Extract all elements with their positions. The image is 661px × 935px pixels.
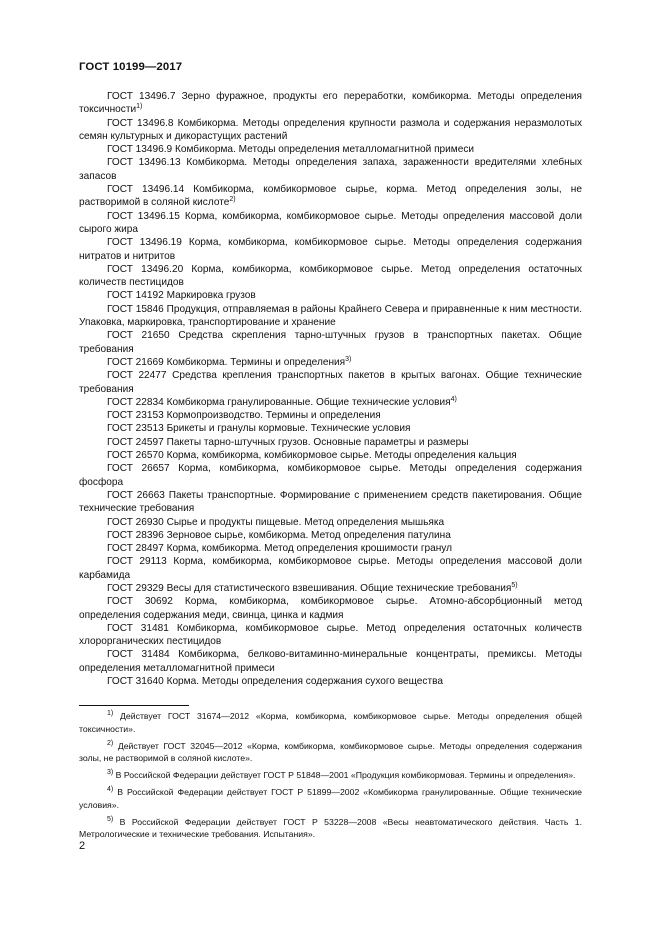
reference-code: ГОСТ 24597 [107, 436, 164, 448]
reference-code: ГОСТ 13496.19 [107, 237, 182, 249]
footnote [79, 816, 582, 841]
reference-title: Корма. Методы определения содержания сухого вещества [166, 676, 443, 688]
reference-entry [79, 183, 582, 210]
footnote-mark: 2) [107, 739, 114, 747]
footnote-text: Действует ГОСТ 32045—2012 «Корма, комбикорма, комбикормовое сырье. Методы определения содержания золы, не растворимой в соляной кислоте». [79, 740, 582, 764]
reference-title: Маркировка грузов [166, 290, 256, 302]
reference-code: ГОСТ 22834 [107, 396, 164, 408]
reference-code: ГОСТ 13496.7 [107, 91, 176, 102]
reference-title: Корма, комбикорма, комбикормовое сырье. Методы определения содержания нитратов и нитритов [79, 237, 582, 262]
reference-title: Корма, комбикорма, комбикормовое сырье. Метод определения остаточных количеств пестицидов [79, 263, 583, 289]
reference-entry [79, 396, 582, 409]
reference-code: ГОСТ 13496.8 [107, 117, 174, 129]
reference-code: ГОСТ 31481 [107, 622, 169, 634]
reference-code: ГОСТ 28497 [107, 543, 164, 555]
reference-code: ГОСТ 29113 [107, 556, 167, 568]
footnote-separator [79, 705, 189, 706]
reference-title: Продукция, отправляемая в районы Крайнего Севера и приравненные к ним местности. Упаковка, маркировка, транспортирование и хранение [79, 303, 582, 329]
reference-entry [79, 156, 582, 183]
footnote-marker: 5) [511, 581, 518, 589]
reference-code: ГОСТ 26663 [107, 489, 165, 501]
reference-title: Сырье и продукты пищевые. Метод определения мышьяка [166, 516, 445, 528]
footnote-text: В Российской Федерации действует ГОСТ Р 51899—2002 «Комбикорма гранулированные. Общие технические условия». [79, 787, 582, 810]
reference-code: ГОСТ 23513 [107, 423, 164, 435]
reference-entry [79, 582, 582, 595]
reference-title: Средства скрепления тарно-штучных грузов в транспортных пакетах. Общие требования [79, 330, 582, 355]
footnote-text: В Российской Федерации действует ГОСТ Р 53228—2008 «Весы неавтоматического действия. Часть 1. Метрологические и технические требования. Испытания». [79, 816, 583, 840]
reference-code: ГОСТ 13496.15 [107, 210, 180, 222]
footnote-mark: 4) [107, 786, 114, 794]
reference-code: ГОСТ 21650 [107, 330, 170, 342]
reference-title: Комбикорма. Термины и определения [166, 356, 346, 368]
reference-code: ГОСТ 14192 [107, 290, 164, 302]
normative-references-list [79, 90, 582, 688]
footnotes [79, 710, 582, 845]
footnote-marker: 1) [136, 103, 143, 111]
reference-code: ГОСТ 30692 [107, 596, 173, 608]
reference-code: ГОСТ 13496.13 [107, 157, 181, 169]
reference-title: Весы для статистического взвешивания. Общие технические требования [166, 582, 512, 594]
footnote-marker: 4) [450, 395, 457, 403]
reference-code: ГОСТ 23153 [107, 410, 164, 422]
reference-title: Корма, комбикорма, комбикормовое сырье. Методы определения массовой доли карбамида [79, 556, 582, 581]
reference-title: Комбикорма. Методы определения металломагнитной примеси [174, 144, 475, 156]
reference-title: Зерновое сырье, комбикорма. Метод определения патулина [166, 529, 451, 541]
reference-title: Комбикорма, комбикормовое сырье. Метод определения остаточных количеств хлорорганических пестицидов [79, 622, 582, 648]
reference-code: ГОСТ 15846 [107, 303, 164, 315]
reference-entry [79, 303, 582, 330]
footnote [79, 769, 582, 782]
reference-entry [79, 117, 582, 144]
reference-code: ГОСТ 13496.14 [107, 184, 185, 196]
reference-entry [79, 289, 582, 302]
reference-entry [79, 143, 582, 156]
reference-title: Пакеты тарно-штучных грузов. Основные параметры и размеры [166, 436, 469, 448]
reference-entry [79, 489, 582, 516]
reference-code: ГОСТ 26657 [107, 463, 170, 475]
footnote [79, 786, 582, 811]
reference-title: Комбикорма. Методы определения запаха, зараженности вредителями хлебных запасов [79, 157, 582, 182]
reference-entry [79, 462, 582, 489]
reference-entry [79, 622, 582, 649]
reference-code: ГОСТ 28396 [107, 529, 164, 541]
reference-code: ГОСТ 31640 [107, 676, 164, 688]
reference-entry [79, 595, 582, 622]
reference-title: Корма, комбикорма. Метод определения крошимости гранул [166, 543, 453, 555]
reference-entry [79, 356, 582, 369]
footnote-mark: 5) [107, 815, 114, 823]
reference-entry [79, 516, 582, 529]
footnote-marker: 3) [345, 355, 352, 363]
reference-code: ГОСТ 13496.20 [107, 263, 184, 275]
footnote [79, 710, 582, 735]
reference-entry [79, 369, 582, 396]
reference-title: Корма, комбикорма, комбикормовое сырье. Методы определения кальция [166, 450, 517, 462]
reference-code: ГОСТ 22477 [107, 370, 167, 382]
reference-entry [79, 90, 582, 117]
footnote-text: В Российской Федерации действует ГОСТ Р 51848—2001 «Продукция комбикормовая. Термины и определения». [115, 770, 576, 781]
page-number: 2 [79, 840, 86, 852]
reference-entry [79, 329, 582, 356]
reference-title: Брикеты и гранулы кормовые. Технические условия [166, 423, 411, 435]
reference-entry [79, 422, 582, 435]
reference-title: Корма, комбикорма, комбикормовое сырье. Атомно-абсорбционный метод определения содержания меди, свинца, цинка и кадмия [79, 596, 582, 621]
reference-entry [79, 436, 582, 449]
reference-title: Комбикорма. Методы определения крупности размола и содержания неразмолотых семян культурных и дикорастущих растений [79, 117, 582, 142]
footnote-mark: 3) [107, 769, 114, 777]
reference-code: ГОСТ 26930 [107, 516, 164, 528]
reference-entry [79, 236, 582, 263]
reference-title: Комбикорма, белково-витаминно-минеральные концентраты, премиксы. Методы определения металломагнитной примеси [79, 649, 582, 674]
reference-title: Комбикорма гранулированные. Общие технические условия [166, 396, 451, 408]
reference-title: Кормопроизводство. Термины и определения [166, 410, 381, 422]
reference-code: ГОСТ 21669 [107, 356, 164, 368]
reference-entry [79, 529, 582, 542]
reference-code: ГОСТ 26570 [107, 450, 164, 462]
reference-entry [79, 409, 582, 422]
reference-code: ГОСТ 13496.9 [107, 144, 173, 156]
reference-entry [79, 210, 582, 237]
footnote [79, 740, 582, 765]
reference-entry [79, 542, 582, 555]
reference-code: ГОСТ 29329 [107, 582, 164, 594]
reference-entry [79, 555, 582, 582]
reference-title: Комбикорма, комбикормовое сырье, корма. Метод определения золы, не растворимой в соляной кислоте [79, 184, 582, 209]
reference-entry [79, 449, 582, 462]
reference-title: Зерно фуражное, продукты его переработки, комбикорма. Методы определения токсичности [79, 91, 582, 116]
reference-entry [79, 263, 582, 290]
reference-code: ГОСТ 31484 [107, 649, 170, 661]
reference-title: Средства крепления транспортных пакетов в крытых вагонах. Общие технические требования [79, 370, 582, 395]
footnote-mark: 1) [107, 710, 114, 717]
footnote-text: Действует ГОСТ 31674—2012 «Корма, комбикорма, комбикормовое сырье. Методы определения общей токсичности». [79, 711, 582, 734]
reference-title: Корма, комбикорма, комбикормовое сырье. Методы определения содержания фосфора [79, 463, 582, 488]
footnote-marker: 2) [229, 196, 236, 204]
document-header: ГОСТ 10199—2017 [79, 61, 183, 73]
reference-entry [79, 675, 582, 688]
reference-title: Пакеты транспортные. Формирование с применением средств пакетирования. Общие технические требования [79, 489, 582, 515]
reference-entry [79, 648, 582, 675]
reference-title: Корма, комбикорма, комбикормовое сырье. Методы определения массовой доли сырого жира [79, 210, 582, 235]
